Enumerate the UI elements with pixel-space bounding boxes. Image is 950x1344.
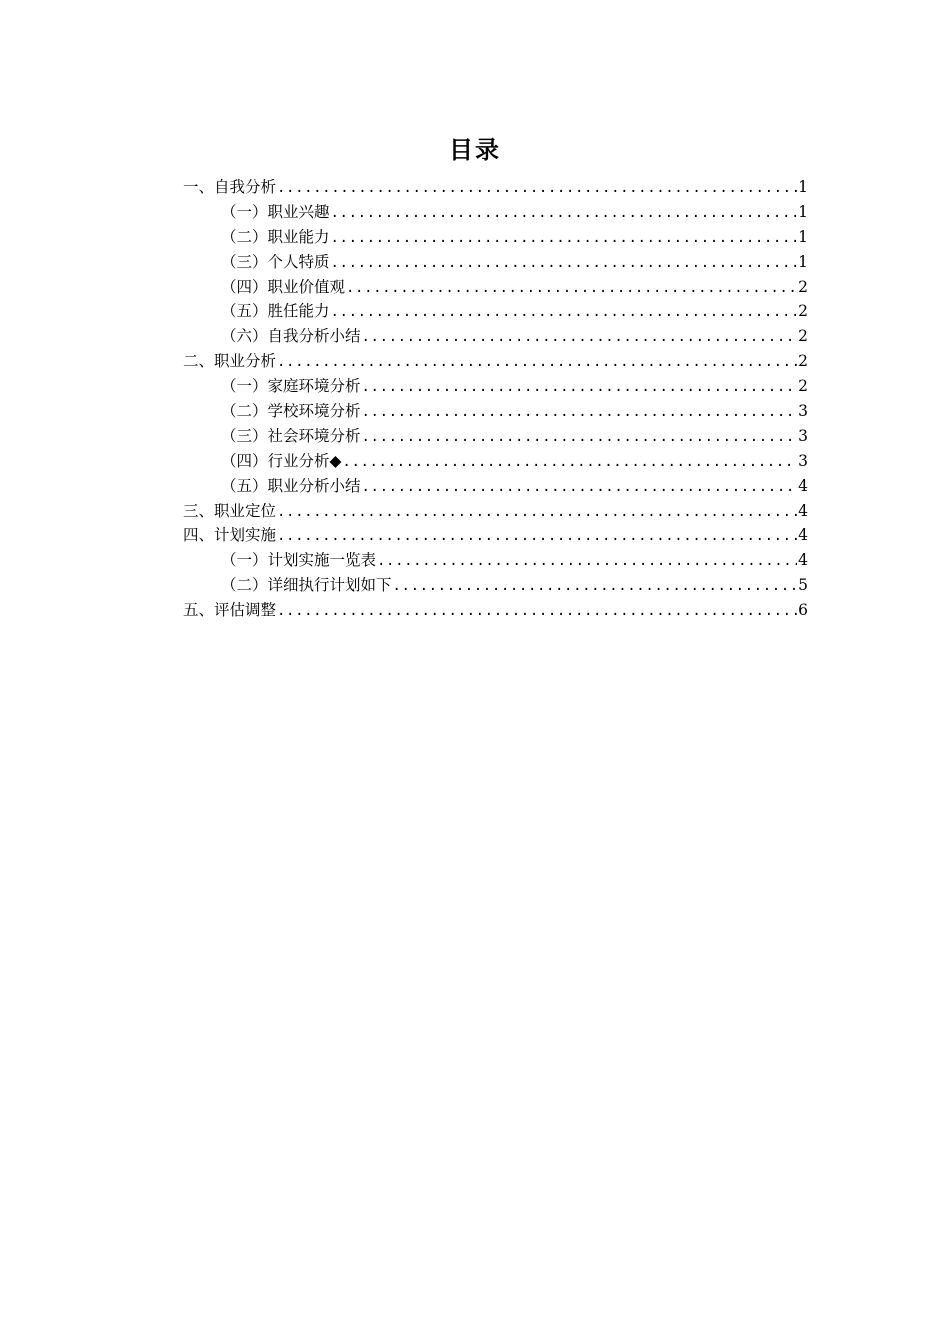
toc-entry-title: （五）职业分析小结 [221,476,361,495]
toc-entry-title: 四、计划实施 [183,526,277,545]
toc-section-entry[interactable] [183,598,808,623]
toc-page-number: 3 [798,402,808,421]
toc-entry-title: （一）职业兴趣 [221,202,330,221]
toc-dot-leader [362,425,798,449]
toc-page-number: 2 [798,327,808,346]
toc-dot-leader [362,400,798,424]
toc-page-number: 4 [798,526,808,545]
toc-page-number: 3 [798,451,808,470]
toc-page-number: 2 [798,377,808,396]
toc-dot-leader [277,599,797,623]
toc-page-number: 2 [798,302,808,321]
toc-entry-title: 三、职业定位 [183,501,277,520]
toc-subsection-entry[interactable] [183,474,808,499]
toc-entry-title: 五、评估调整 [183,601,277,620]
toc-subsection-entry[interactable] [183,299,808,324]
toc-subsection-entry[interactable] [183,573,808,598]
toc-subsection-entry[interactable] [183,324,808,349]
toc-page-number: 2 [798,277,808,296]
toc-dot-leader [362,325,798,349]
toc-page-number: 1 [798,178,808,196]
toc-entry-title: （四）职业价值观 [221,277,346,296]
toc-entry-title: （四）行业分析◆ [221,451,342,470]
toc-dot-leader [277,500,797,524]
toc-page-number: 1 [798,202,808,221]
toc-dot-leader [377,549,797,573]
toc-page-number: 5 [798,576,808,595]
toc-subsection-entry[interactable] [183,399,808,424]
toc-subsection-entry[interactable] [183,424,808,449]
toc-subsection-entry[interactable] [183,275,808,300]
toc-page-number: 1 [798,227,808,246]
toc-dot-leader [362,375,798,399]
toc-page-number: 4 [798,551,808,570]
toc-section-entry[interactable] [183,499,808,524]
toc-dot-leader [342,450,797,474]
toc-dot-leader [346,276,797,300]
toc-entry-title: （三）社会环境分析 [221,426,361,445]
toc-dot-leader [277,524,797,548]
toc-entry-title: （六）自我分析小结 [221,327,361,346]
toc-page-number: 1 [798,252,808,271]
toc-entry-title: 二、职业分析 [183,352,277,371]
toc-entry-title: （二）学校环境分析 [221,402,361,421]
toc-subsection-entry[interactable] [183,250,808,275]
toc-section-entry[interactable] [183,349,808,374]
toc-entry-title: （五）胜任能力 [221,302,330,321]
toc-entry-title: （一）家庭环境分析 [221,377,361,396]
toc-dot-leader [362,475,798,499]
toc-entry-title: （二）详细执行计划如下 [221,576,392,595]
toc-subsection-entry[interactable] [183,200,808,225]
toc-entry-title: （二）职业能力 [221,227,330,246]
toc-dot-leader [331,226,798,250]
toc-section-entry[interactable] [183,175,808,200]
toc-page-number: 6 [798,601,808,620]
toc-section-entry[interactable] [183,523,808,548]
toc-page-number: 2 [798,352,808,371]
toc-dot-leader [393,574,798,598]
toc-page-number: 4 [798,476,808,495]
toc-subsection-entry[interactable] [183,225,808,250]
toc-page-number: 4 [798,501,808,520]
toc-dot-leader [277,350,797,374]
toc-subsection-entry[interactable] [183,449,808,474]
toc-subsection-entry[interactable] [183,548,808,573]
toc-title: 目录 [449,136,501,164]
toc-entry-title: 一、自我分析 [183,178,277,196]
toc-dot-leader [331,201,798,225]
toc-entry-title: （一）计划实施一览表 [221,551,377,570]
toc-subsection-entry[interactable] [183,374,808,399]
toc-dot-leader [331,300,798,324]
toc-entry-title: （三）个人特质 [221,252,330,271]
toc-dot-leader [331,251,798,275]
table-of-contents [183,175,808,623]
toc-page-number: 3 [798,426,808,445]
toc-dot-leader [277,176,797,200]
